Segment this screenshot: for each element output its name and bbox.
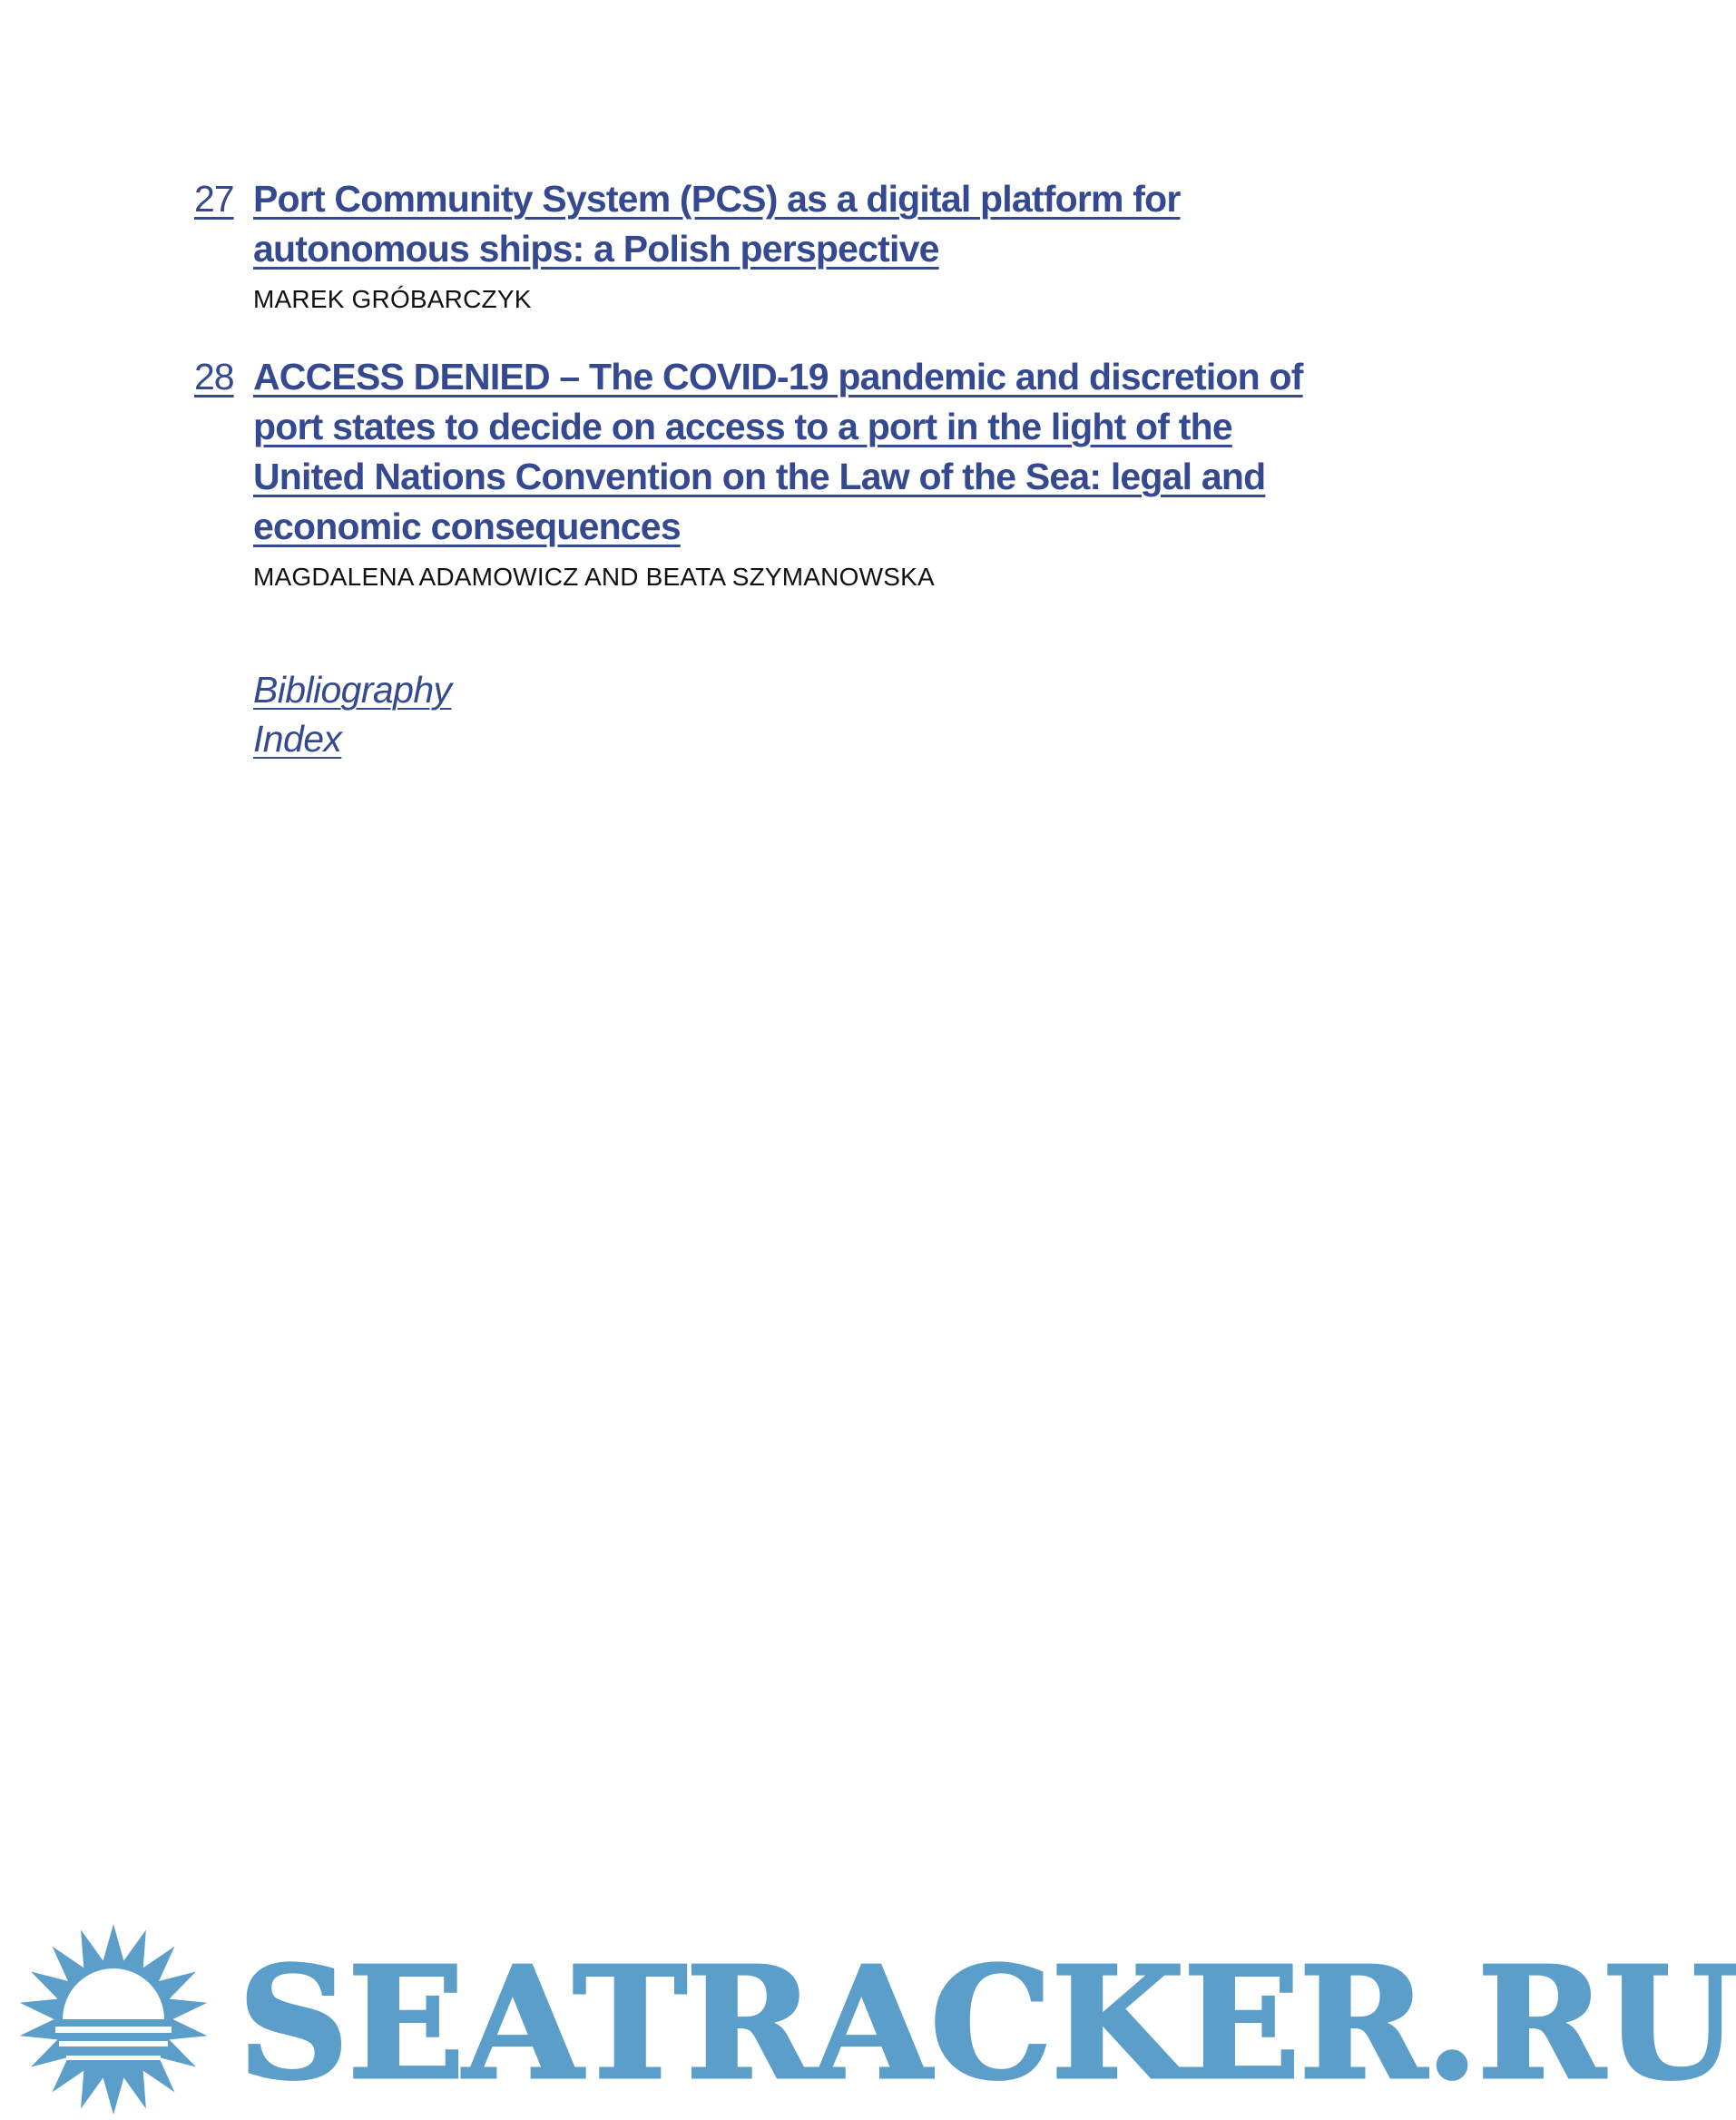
bibliography-link[interactable]: Bibliography bbox=[253, 669, 452, 711]
chapter-author: MAGDALENA ADAMOWICZ AND BEATA SZYMANOWSKA bbox=[253, 563, 935, 591]
chapter-title-link[interactable]: Port Community System (PCS) as a digital platform for autonomous ships: a Polish perspective bbox=[253, 178, 1181, 270]
toc-entry-27 bbox=[194, 174, 1338, 316]
chapter-number-link[interactable]: 28 bbox=[194, 356, 234, 398]
watermark-text: SEATRACKER.RU bbox=[238, 1933, 1736, 2115]
chapter-title-link[interactable]: ACCESS DENIED – The COVID-19 pandemic and discretion of port states to decide on access to a port in the light of the United Nations Convention on the Law of the Sea: legal and economic consequences bbox=[253, 356, 1303, 547]
chapter-number-link[interactable]: 27 bbox=[194, 178, 234, 220]
chapter-author: MAREK GRÓBARCZYK bbox=[253, 285, 532, 313]
toc-entry-28 bbox=[194, 352, 1338, 594]
index-link[interactable]: Index bbox=[253, 718, 342, 760]
sun-icon bbox=[17, 1924, 210, 2115]
table-of-contents bbox=[194, 174, 1338, 594]
back-matter-links bbox=[253, 665, 451, 763]
